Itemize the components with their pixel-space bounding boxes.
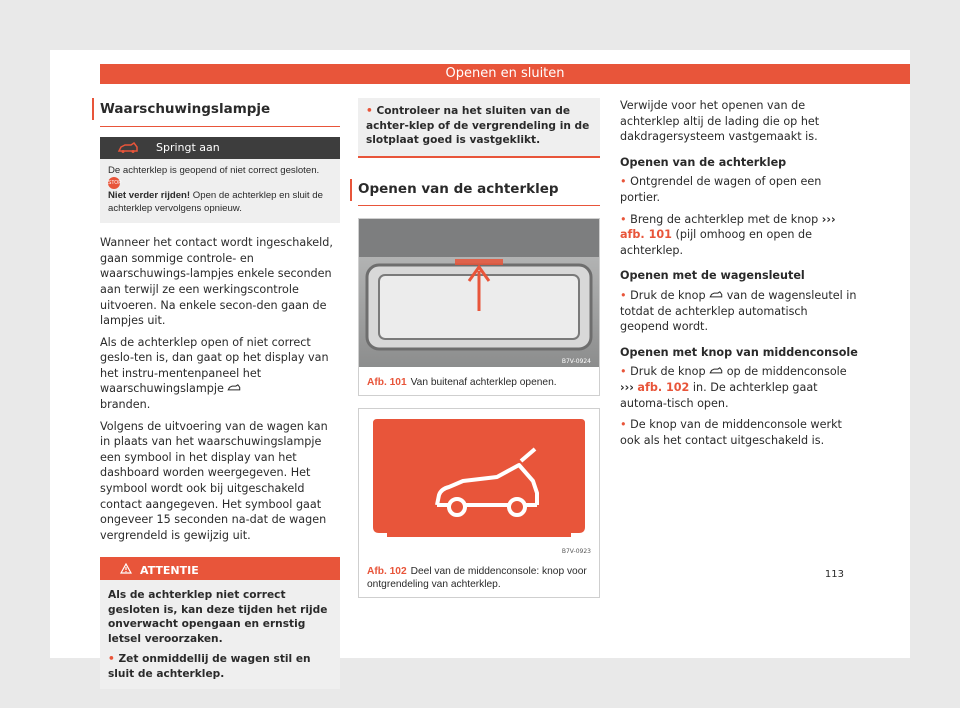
car-tailgate-icon xyxy=(709,289,723,302)
figure-102-code: B7V-0923 xyxy=(561,547,591,555)
ref-arrows: ››› xyxy=(821,212,836,226)
figure-101-code: B7V-0924 xyxy=(561,358,591,366)
bullet-console-end: in. De achterklep gaat automa-tisch open. xyxy=(620,380,818,410)
figure-102-caption-text: Deel van de middenconsole: knop voor ontgrendeling van achterklep. xyxy=(367,566,587,591)
stop-icon: STOP xyxy=(108,177,120,189)
bullet-key-text: Druk de knop xyxy=(630,288,706,302)
tailgate-exterior-image xyxy=(359,219,599,367)
warning-lamp-header xyxy=(100,137,340,159)
car-tailgate-icon xyxy=(100,142,156,154)
subheading-open-console: Openen met knop van middenconsole xyxy=(620,345,858,359)
paragraph-1: Wanneer het contact wordt ingeschakeld, gaan sommige controle- en waarschuwings-lampjes enkele seconden aan terwijl ze een werkingscontrole uitvoeren. Na enkele secon-den gaan de lampjes uit. xyxy=(100,236,333,328)
car-tailgate-icon xyxy=(227,382,241,395)
check-lock-bullet xyxy=(366,105,376,117)
bullet-press-button xyxy=(620,212,860,259)
subheading-open-tailgate: Openen van de achterklep xyxy=(620,155,787,169)
bullet-console-note xyxy=(620,417,860,448)
attention-text: Als de achterklep niet correct gesloten is, kan deze tijden het rijde onverwacht opengaan en ernstig letsel veroorzaken. xyxy=(108,589,328,645)
bullet-unlock xyxy=(620,174,860,205)
bullet-press-button-text: Breng de achterklep met de knop xyxy=(630,212,819,226)
chapter-header: Openen en sluiten xyxy=(100,64,910,84)
figure-101-caption xyxy=(359,372,599,395)
bullet-press-button-end: (pijl omhoog en open de achterklep. xyxy=(620,228,813,257)
figure-102-link[interactable]: afb. 102 xyxy=(637,380,690,394)
warning-lamp-text xyxy=(100,159,340,224)
bullet-key-text-end: van de wagensleutel in totdat de achterklep automatisch geopend wordt. xyxy=(620,288,857,334)
subheading-open-key: Openen met de wagensleutel xyxy=(620,269,805,283)
figure-101-label: Afb. 101 xyxy=(367,376,407,388)
figure-101-caption-text: Van buitenaf achterklep openen. xyxy=(410,376,557,388)
warning-triangle-icon xyxy=(120,563,132,579)
paragraph-3: Volgens de uitvoering van de wagen kan in plaats van het waarschuwingslampje een symbool in het display van het dashboard worden weergegeven. Het symbool wordt ook bij uitgeschakeld contact aangegeven. Het symbool gaat ongeveer 15 seconden na-dat de wagen vergrendeld is gewijzig uit. xyxy=(100,419,328,542)
warning-text-1: De achterklep is geopend of niet correct gesloten. xyxy=(108,164,320,176)
console-button-image xyxy=(359,409,599,557)
page-number: 113 xyxy=(824,569,844,580)
attention-title: ATTENTIE xyxy=(140,563,199,577)
page xyxy=(50,50,910,680)
figure-102 xyxy=(358,408,600,599)
figure-102-caption xyxy=(359,561,599,597)
bullet-console-mid: op de middenconsole xyxy=(726,365,847,379)
bullet-unlock-text: Ontgrendel de wagen of open een portier. xyxy=(620,175,822,204)
paragraph-2-text: Als de achterklep open of niet correct geslo-ten is, dan gaat op het display van het instru-mentenpaneel het waarschuwingslampje xyxy=(100,335,329,396)
check-lock-box xyxy=(358,98,600,158)
check-lock-text: Controleer na het sluiten van de achter-klep of de vergrendeling in de slotplaat goed is vastgeklikt. xyxy=(366,105,590,146)
warning-text-2: Open de achterklep en sluit de achterklep vervolgens opnieuw. xyxy=(108,190,323,214)
attention-box xyxy=(100,557,340,689)
figure-101 xyxy=(358,218,600,396)
figure-102-label: Afb. 102 xyxy=(367,566,407,578)
warning-lamp-header-label: Springt aan xyxy=(156,140,220,154)
ref-arrows: ››› xyxy=(620,380,634,394)
bullet-console-button xyxy=(620,364,860,411)
middle-column xyxy=(358,98,600,598)
attention-header xyxy=(100,560,340,580)
bullet-key-button xyxy=(620,288,860,335)
warning-lamp-box xyxy=(100,137,340,224)
figure-101-link[interactable]: afb. 101 xyxy=(620,228,672,242)
paragraph-2 xyxy=(100,335,340,413)
bullet-console-note-text: De knop van de middenconsole werkt ook als het contact uitgeschakeld is. xyxy=(620,418,842,447)
intro-paragraph: Verwijde voor het openen van de achterklep altij de lading die op het dakdragersysteem vastgemaakt is. xyxy=(620,99,820,144)
right-column xyxy=(620,98,860,454)
left-column xyxy=(100,98,340,689)
attention-body xyxy=(100,580,340,689)
warning-bold: Niet verder rijden! xyxy=(108,190,191,202)
section-heading-open-tailgate: Openen van de achterklep xyxy=(358,182,600,207)
paragraph-2-end: branden. xyxy=(100,398,151,412)
bullet-console-text: Druk de knop xyxy=(630,365,706,379)
attention-bullet-text: Zet onmiddellij de wagen stil en sluit de achterklep. xyxy=(108,653,311,680)
attention-bullet xyxy=(108,652,332,681)
car-tailgate-icon xyxy=(709,365,723,378)
section-heading-warning-lamp: Waarschuwingslampje xyxy=(100,98,340,127)
